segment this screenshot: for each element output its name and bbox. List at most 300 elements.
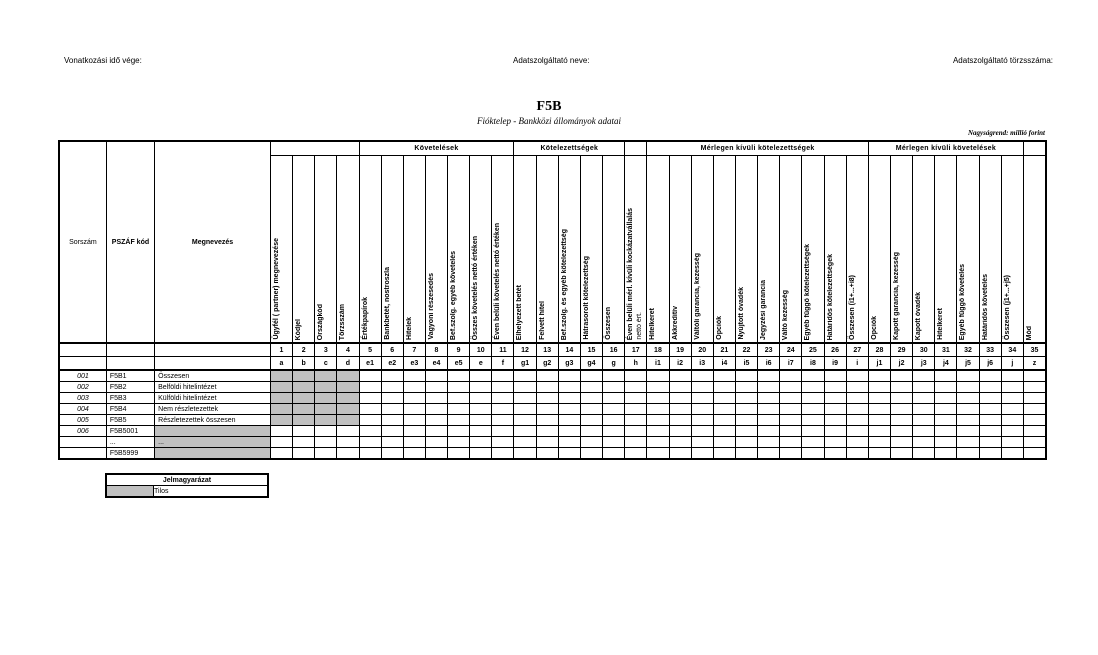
data-cell[interactable] (758, 415, 780, 426)
data-cell[interactable] (846, 426, 868, 437)
data-cell[interactable] (536, 415, 558, 426)
data-cell[interactable] (713, 393, 735, 404)
column-number: 23 (758, 343, 780, 357)
data-cell[interactable] (359, 415, 381, 426)
data-cell[interactable] (957, 426, 979, 437)
data-cell[interactable] (603, 415, 625, 426)
data-cell[interactable] (603, 448, 625, 460)
data-cell[interactable] (558, 370, 580, 382)
data-cell[interactable] (470, 437, 492, 448)
data-cell[interactable] (935, 437, 957, 448)
data-cell[interactable] (293, 382, 315, 393)
data-cell[interactable] (957, 415, 979, 426)
data-cell[interactable] (580, 426, 602, 437)
data-cell[interactable] (647, 415, 669, 426)
data-cell[interactable] (1001, 404, 1023, 415)
data-cell[interactable] (957, 404, 979, 415)
data-cell[interactable] (868, 437, 890, 448)
row-sorszam: 002 (59, 382, 106, 393)
data-cell[interactable] (780, 393, 802, 404)
data-cell[interactable] (425, 437, 447, 448)
data-cell[interactable] (735, 382, 757, 393)
data-cell[interactable] (935, 393, 957, 404)
group-header-empty (625, 141, 647, 156)
legend-title: Jelmagyarázat (106, 474, 268, 486)
data-cell[interactable] (935, 448, 957, 460)
data-cell[interactable] (979, 382, 1001, 393)
data-cell[interactable] (802, 415, 824, 426)
data-cell[interactable] (536, 437, 558, 448)
data-cell[interactable] (359, 370, 381, 382)
data-cell[interactable] (957, 448, 979, 460)
data-cell[interactable] (1023, 448, 1046, 460)
data-cell[interactable] (868, 448, 890, 460)
data-cell[interactable] (735, 415, 757, 426)
data-cell[interactable] (514, 426, 536, 437)
data-cell[interactable] (669, 382, 691, 393)
data-cell[interactable] (492, 404, 514, 415)
data-cell[interactable] (603, 437, 625, 448)
data-cell[interactable] (448, 426, 470, 437)
data-cell[interactable] (735, 437, 757, 448)
data-cell[interactable] (359, 393, 381, 404)
data-cell[interactable] (448, 404, 470, 415)
data-cell[interactable] (669, 426, 691, 437)
data-cell[interactable] (802, 370, 824, 382)
data-cell[interactable] (625, 448, 647, 460)
data-cell[interactable] (558, 404, 580, 415)
data-cell[interactable] (691, 382, 713, 393)
data-cell[interactable] (270, 404, 292, 415)
data-cell[interactable] (735, 393, 757, 404)
data-cell[interactable] (337, 382, 359, 393)
data-cell[interactable] (315, 382, 337, 393)
data-cell[interactable] (536, 448, 558, 460)
data-cell[interactable] (846, 382, 868, 393)
data-cell[interactable] (1023, 437, 1046, 448)
data-cell[interactable] (913, 437, 935, 448)
data-cell[interactable] (713, 448, 735, 460)
data-cell[interactable] (979, 415, 1001, 426)
data-cell[interactable] (935, 370, 957, 382)
data-cell[interactable] (514, 393, 536, 404)
data-cell[interactable] (868, 393, 890, 404)
data-cell[interactable] (802, 393, 824, 404)
data-cell[interactable] (425, 382, 447, 393)
data-cell[interactable] (492, 370, 514, 382)
data-cell[interactable] (580, 437, 602, 448)
data-cell[interactable] (868, 404, 890, 415)
data-cell[interactable] (293, 393, 315, 404)
column-number: 30 (913, 343, 935, 357)
data-cell[interactable] (979, 393, 1001, 404)
data-cell[interactable] (913, 426, 935, 437)
data-cell[interactable] (337, 404, 359, 415)
data-cell[interactable] (1001, 393, 1023, 404)
data-cell[interactable] (514, 370, 536, 382)
data-cell[interactable] (1001, 382, 1023, 393)
row-kod: F5B3 (106, 393, 154, 404)
data-cell[interactable] (669, 393, 691, 404)
data-cell[interactable] (470, 426, 492, 437)
data-cell[interactable] (558, 415, 580, 426)
column-header-22 (735, 156, 757, 344)
data-cell[interactable] (957, 382, 979, 393)
data-cell[interactable] (802, 404, 824, 415)
provider-reg-label: Adatszolgáltató törzsszáma: (952, 56, 1053, 65)
data-cell[interactable] (514, 415, 536, 426)
column-header-label: Váltóli garancia, kezesség (693, 253, 701, 340)
data-cell[interactable] (647, 404, 669, 415)
data-cell[interactable] (1023, 393, 1046, 404)
data-cell[interactable] (270, 415, 292, 426)
data-cell[interactable] (381, 370, 403, 382)
data-cell[interactable] (403, 382, 425, 393)
data-cell[interactable] (359, 437, 381, 448)
data-cell[interactable] (403, 415, 425, 426)
data-cell[interactable] (957, 437, 979, 448)
data-cell[interactable] (647, 437, 669, 448)
data-cell[interactable] (913, 382, 935, 393)
data-cell[interactable] (580, 370, 602, 382)
data-cell[interactable] (691, 404, 713, 415)
data-cell[interactable] (758, 404, 780, 415)
data-cell[interactable] (824, 437, 846, 448)
data-cell[interactable] (558, 426, 580, 437)
column-number: 6 (381, 343, 403, 357)
data-cell[interactable] (846, 404, 868, 415)
data-cell[interactable] (403, 370, 425, 382)
data-cell[interactable] (558, 393, 580, 404)
data-cell[interactable] (425, 404, 447, 415)
data-cell[interactable] (758, 370, 780, 382)
data-cell[interactable] (603, 426, 625, 437)
data-cell[interactable] (935, 404, 957, 415)
data-cell[interactable] (403, 404, 425, 415)
data-cell[interactable] (1023, 415, 1046, 426)
data-cell[interactable] (492, 437, 514, 448)
data-cell[interactable] (625, 370, 647, 382)
data-cell[interactable] (846, 415, 868, 426)
data-cell[interactable] (625, 404, 647, 415)
data-cell[interactable] (669, 448, 691, 460)
legend-table (105, 473, 269, 498)
column-header-label: Értékpapírok (361, 297, 369, 340)
data-cell[interactable] (403, 448, 425, 460)
data-cell[interactable] (603, 370, 625, 382)
data-cell[interactable] (891, 382, 913, 393)
data-cell[interactable] (536, 382, 558, 393)
data-cell[interactable] (603, 382, 625, 393)
data-cell[interactable] (470, 382, 492, 393)
data-cell[interactable] (315, 370, 337, 382)
data-cell[interactable] (315, 437, 337, 448)
column-header-label: Váltó kezesség (782, 289, 790, 340)
data-cell[interactable] (647, 393, 669, 404)
data-cell[interactable] (935, 382, 957, 393)
data-cell[interactable] (580, 415, 602, 426)
data-cell[interactable] (713, 415, 735, 426)
data-cell[interactable] (470, 448, 492, 460)
data-cell[interactable] (270, 370, 292, 382)
data-cell[interactable] (846, 370, 868, 382)
data-cell[interactable] (780, 415, 802, 426)
data-cell[interactable] (558, 382, 580, 393)
data-cell[interactable] (713, 370, 735, 382)
data-cell[interactable] (957, 393, 979, 404)
data-cell[interactable] (802, 426, 824, 437)
data-cell[interactable] (780, 404, 802, 415)
data-cell[interactable] (979, 437, 1001, 448)
data-cell[interactable] (580, 404, 602, 415)
data-cell[interactable] (691, 437, 713, 448)
data-cell[interactable] (913, 370, 935, 382)
data-cell[interactable] (802, 437, 824, 448)
data-cell[interactable] (691, 415, 713, 426)
data-cell[interactable] (425, 415, 447, 426)
data-cell[interactable] (824, 448, 846, 460)
data-cell[interactable] (713, 404, 735, 415)
data-cell[interactable] (758, 437, 780, 448)
data-cell[interactable] (448, 393, 470, 404)
data-cell[interactable] (381, 415, 403, 426)
data-cell[interactable] (935, 426, 957, 437)
data-cell[interactable] (381, 426, 403, 437)
data-cell[interactable] (492, 382, 514, 393)
data-cell[interactable] (780, 426, 802, 437)
data-cell[interactable] (580, 382, 602, 393)
data-cell[interactable] (669, 370, 691, 382)
data-cell[interactable] (403, 426, 425, 437)
data-cell[interactable] (1023, 370, 1046, 382)
data-cell[interactable] (425, 426, 447, 437)
data-cell[interactable] (492, 393, 514, 404)
data-cell[interactable] (625, 415, 647, 426)
data-cell[interactable] (603, 393, 625, 404)
data-cell[interactable] (824, 426, 846, 437)
data-cell[interactable] (735, 426, 757, 437)
data-cell[interactable] (647, 382, 669, 393)
data-cell[interactable] (691, 426, 713, 437)
data-cell[interactable] (381, 404, 403, 415)
data-cell[interactable] (470, 404, 492, 415)
data-cell[interactable] (868, 415, 890, 426)
data-cell[interactable] (337, 426, 359, 437)
data-cell[interactable] (780, 448, 802, 460)
data-cell[interactable] (691, 448, 713, 460)
data-cell[interactable] (868, 426, 890, 437)
data-cell[interactable] (713, 382, 735, 393)
data-cell[interactable] (492, 426, 514, 437)
data-cell[interactable] (1023, 404, 1046, 415)
data-cell[interactable] (536, 426, 558, 437)
data-cell[interactable] (824, 393, 846, 404)
data-cell[interactable] (824, 415, 846, 426)
data-cell[interactable] (514, 404, 536, 415)
data-cell[interactable] (293, 426, 315, 437)
data-cell[interactable] (979, 448, 1001, 460)
data-cell[interactable] (470, 370, 492, 382)
data-cell[interactable] (315, 415, 337, 426)
column-header-30 (913, 156, 935, 344)
data-cell[interactable] (957, 370, 979, 382)
data-cell[interactable] (647, 370, 669, 382)
data-cell[interactable] (315, 404, 337, 415)
data-cell[interactable] (492, 448, 514, 460)
data-cell[interactable] (1001, 448, 1023, 460)
data-cell[interactable] (625, 426, 647, 437)
data-cell[interactable] (359, 382, 381, 393)
data-cell[interactable] (270, 426, 292, 437)
data-cell[interactable] (1001, 437, 1023, 448)
data-cell[interactable] (492, 415, 514, 426)
data-cell[interactable] (293, 437, 315, 448)
data-cell[interactable] (735, 404, 757, 415)
data-cell[interactable] (448, 448, 470, 460)
data-cell[interactable] (403, 393, 425, 404)
row-sorszam: 003 (59, 393, 106, 404)
data-cell[interactable] (824, 370, 846, 382)
data-cell[interactable] (315, 393, 337, 404)
data-cell[interactable] (913, 448, 935, 460)
data-cell[interactable] (735, 370, 757, 382)
data-cell[interactable] (846, 448, 868, 460)
data-cell[interactable] (448, 382, 470, 393)
data-cell[interactable] (315, 426, 337, 437)
data-cell[interactable] (935, 415, 957, 426)
data-cell[interactable] (514, 448, 536, 460)
data-cell[interactable] (891, 426, 913, 437)
data-cell[interactable] (293, 370, 315, 382)
data-cell[interactable] (913, 404, 935, 415)
data-cell[interactable] (758, 426, 780, 437)
data-cell[interactable] (1023, 382, 1046, 393)
data-cell[interactable] (979, 404, 1001, 415)
group-header-merleg_kotelezettsegek: Mérlegen kívüli kötelezettségek (647, 141, 869, 156)
data-cell[interactable] (802, 382, 824, 393)
data-cell[interactable] (425, 448, 447, 460)
data-cell[interactable] (403, 437, 425, 448)
data-cell[interactable] (1001, 415, 1023, 426)
data-cell[interactable] (337, 393, 359, 404)
data-cell[interactable] (891, 404, 913, 415)
data-cell[interactable] (315, 448, 337, 460)
data-cell[interactable] (470, 415, 492, 426)
data-cell[interactable] (337, 415, 359, 426)
column-code: h (625, 357, 647, 371)
data-cell[interactable] (691, 393, 713, 404)
data-cell[interactable] (846, 393, 868, 404)
data-cell[interactable] (669, 404, 691, 415)
data-cell[interactable] (758, 382, 780, 393)
table-row (59, 382, 1046, 393)
data-cell[interactable] (802, 448, 824, 460)
data-cell[interactable] (270, 382, 292, 393)
data-cell[interactable] (359, 448, 381, 460)
data-cell[interactable] (536, 370, 558, 382)
data-cell[interactable] (691, 370, 713, 382)
column-number: 34 (1001, 343, 1023, 357)
data-cell[interactable] (625, 437, 647, 448)
data-cell[interactable] (979, 426, 1001, 437)
data-cell[interactable] (470, 393, 492, 404)
data-cell[interactable] (868, 382, 890, 393)
data-cell[interactable] (514, 382, 536, 393)
data-cell[interactable] (337, 437, 359, 448)
data-cell[interactable] (381, 448, 403, 460)
data-cell[interactable] (913, 415, 935, 426)
data-cell[interactable] (891, 448, 913, 460)
data-cell[interactable] (270, 393, 292, 404)
data-cell[interactable] (536, 404, 558, 415)
data-cell[interactable] (293, 404, 315, 415)
data-cell[interactable] (780, 370, 802, 382)
data-cell[interactable] (381, 382, 403, 393)
data-cell[interactable] (514, 437, 536, 448)
data-cell[interactable] (536, 393, 558, 404)
data-cell[interactable] (270, 437, 292, 448)
data-cell[interactable] (735, 448, 757, 460)
data-cell[interactable] (780, 437, 802, 448)
data-cell[interactable] (780, 382, 802, 393)
data-cell[interactable] (891, 415, 913, 426)
data-cell[interactable] (558, 437, 580, 448)
data-cell[interactable] (868, 370, 890, 382)
data-cell[interactable] (824, 404, 846, 415)
data-cell[interactable] (1023, 426, 1046, 437)
data-cell[interactable] (824, 382, 846, 393)
data-cell[interactable] (913, 393, 935, 404)
data-cell[interactable] (669, 437, 691, 448)
data-cell[interactable] (381, 393, 403, 404)
data-cell[interactable] (713, 437, 735, 448)
data-cell[interactable] (448, 437, 470, 448)
data-cell[interactable] (625, 382, 647, 393)
data-cell[interactable] (713, 426, 735, 437)
data-cell[interactable] (558, 448, 580, 460)
data-cell[interactable] (425, 393, 447, 404)
data-cell[interactable] (758, 448, 780, 460)
data-cell[interactable] (381, 437, 403, 448)
data-cell[interactable] (448, 415, 470, 426)
data-cell[interactable] (425, 370, 447, 382)
data-cell[interactable] (625, 393, 647, 404)
column-number: 25 (802, 343, 824, 357)
data-cell[interactable] (580, 393, 602, 404)
data-cell[interactable] (293, 415, 315, 426)
data-cell[interactable] (891, 393, 913, 404)
data-cell[interactable] (580, 448, 602, 460)
data-cell[interactable] (1001, 370, 1023, 382)
data-cell[interactable] (293, 448, 315, 460)
data-cell[interactable] (669, 415, 691, 426)
data-cell[interactable] (647, 448, 669, 460)
data-cell[interactable] (647, 426, 669, 437)
data-cell[interactable] (359, 426, 381, 437)
data-cell[interactable] (979, 370, 1001, 382)
data-cell[interactable] (891, 370, 913, 382)
data-cell[interactable] (448, 370, 470, 382)
data-cell[interactable] (758, 393, 780, 404)
data-cell[interactable] (846, 437, 868, 448)
data-cell[interactable] (337, 448, 359, 460)
data-cell[interactable] (359, 404, 381, 415)
data-cell[interactable] (1001, 426, 1023, 437)
data-cell[interactable] (603, 404, 625, 415)
data-cell[interactable] (270, 448, 292, 460)
data-cell[interactable] (891, 437, 913, 448)
data-cell[interactable] (337, 370, 359, 382)
